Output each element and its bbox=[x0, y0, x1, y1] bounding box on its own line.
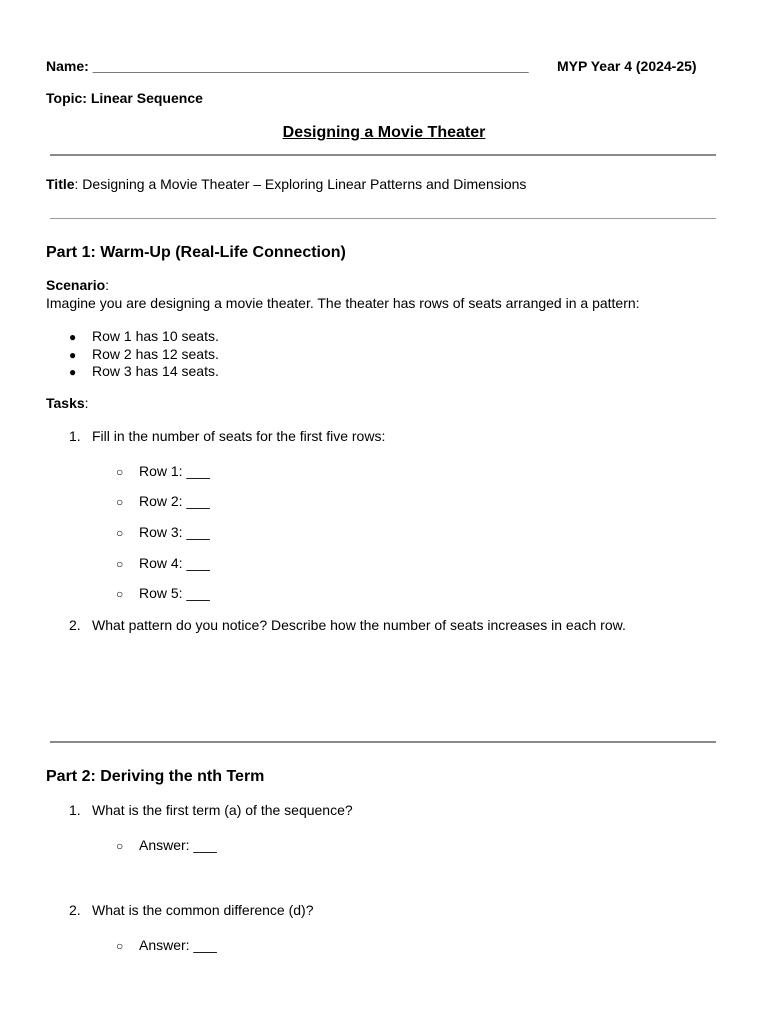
divider-title bbox=[50, 218, 716, 219]
task-2-text: What pattern do you notice? Describe how the number of seats increases in each row. bbox=[92, 617, 626, 633]
topic: Topic: Linear Sequence bbox=[46, 90, 203, 106]
answer-2-blank: Answer: ___ bbox=[139, 937, 217, 953]
row-3-blank: Row 3: ___ bbox=[139, 524, 210, 540]
row-4-blank: Row 4: ___ bbox=[139, 555, 210, 571]
title-label: Title bbox=[46, 176, 75, 192]
tasks-colon: : bbox=[84, 395, 89, 411]
task-number: 1. bbox=[69, 428, 81, 444]
circle-bullet-icon: ○ bbox=[116, 587, 124, 601]
list-item: Row 1 has 10 seats. bbox=[92, 328, 219, 344]
question-2-text: What is the common difference (d)? bbox=[92, 902, 314, 918]
question-number: 2. bbox=[69, 902, 81, 918]
name-label: Name: bbox=[46, 58, 93, 74]
part2-heading: Part 2: Deriving the nth Term bbox=[46, 768, 265, 785]
question-number: 1. bbox=[69, 802, 81, 818]
scenario-text: Imagine you are designing a movie theater. The theater has rows of seats arranged in a pattern: bbox=[46, 295, 640, 311]
document-title: Designing a Movie Theater bbox=[282, 124, 486, 141]
task-1-text: Fill in the number of seats for the first five rows: bbox=[92, 428, 386, 444]
bullet-icon: ● bbox=[69, 348, 77, 362]
title-text: : Designing a Movie Theater – Exploring Linear Patterns and Dimensions bbox=[74, 176, 527, 192]
part1-heading: Part 1: Warm-Up (Real-Life Connection) bbox=[46, 244, 346, 261]
divider-top bbox=[50, 154, 716, 156]
tasks-label-line bbox=[46, 395, 89, 412]
bullet-icon: ● bbox=[69, 330, 77, 344]
divider-part2 bbox=[50, 741, 716, 743]
bullet-icon: ● bbox=[69, 365, 77, 379]
list-item: Row 2 has 12 seats. bbox=[92, 346, 219, 362]
row-1-blank: Row 1: ___ bbox=[139, 463, 210, 479]
row-5-blank: Row 5: ___ bbox=[139, 585, 210, 601]
row-2-blank: Row 2: ___ bbox=[139, 493, 210, 509]
task-number: 2. bbox=[69, 617, 81, 633]
answer-1-blank: Answer: ___ bbox=[139, 837, 217, 853]
tasks-label: Tasks bbox=[46, 395, 85, 411]
name-field bbox=[46, 58, 529, 75]
circle-bullet-icon: ○ bbox=[116, 465, 124, 479]
circle-bullet-icon: ○ bbox=[116, 495, 124, 509]
scenario-label-line bbox=[46, 277, 109, 294]
circle-bullet-icon: ○ bbox=[116, 526, 124, 540]
question-1-text: What is the first term (a) of the sequence? bbox=[92, 802, 353, 818]
class-year: MYP Year 4 (2024-25) bbox=[557, 58, 697, 74]
title-line bbox=[46, 176, 526, 193]
circle-bullet-icon: ○ bbox=[116, 557, 124, 571]
circle-bullet-icon: ○ bbox=[116, 839, 124, 853]
scenario-colon: : bbox=[105, 277, 110, 293]
name-line: ________________________________________________________ bbox=[92, 58, 529, 74]
circle-bullet-icon: ○ bbox=[116, 939, 124, 953]
list-item: Row 3 has 14 seats. bbox=[92, 363, 219, 379]
scenario-label: Scenario bbox=[46, 277, 106, 293]
